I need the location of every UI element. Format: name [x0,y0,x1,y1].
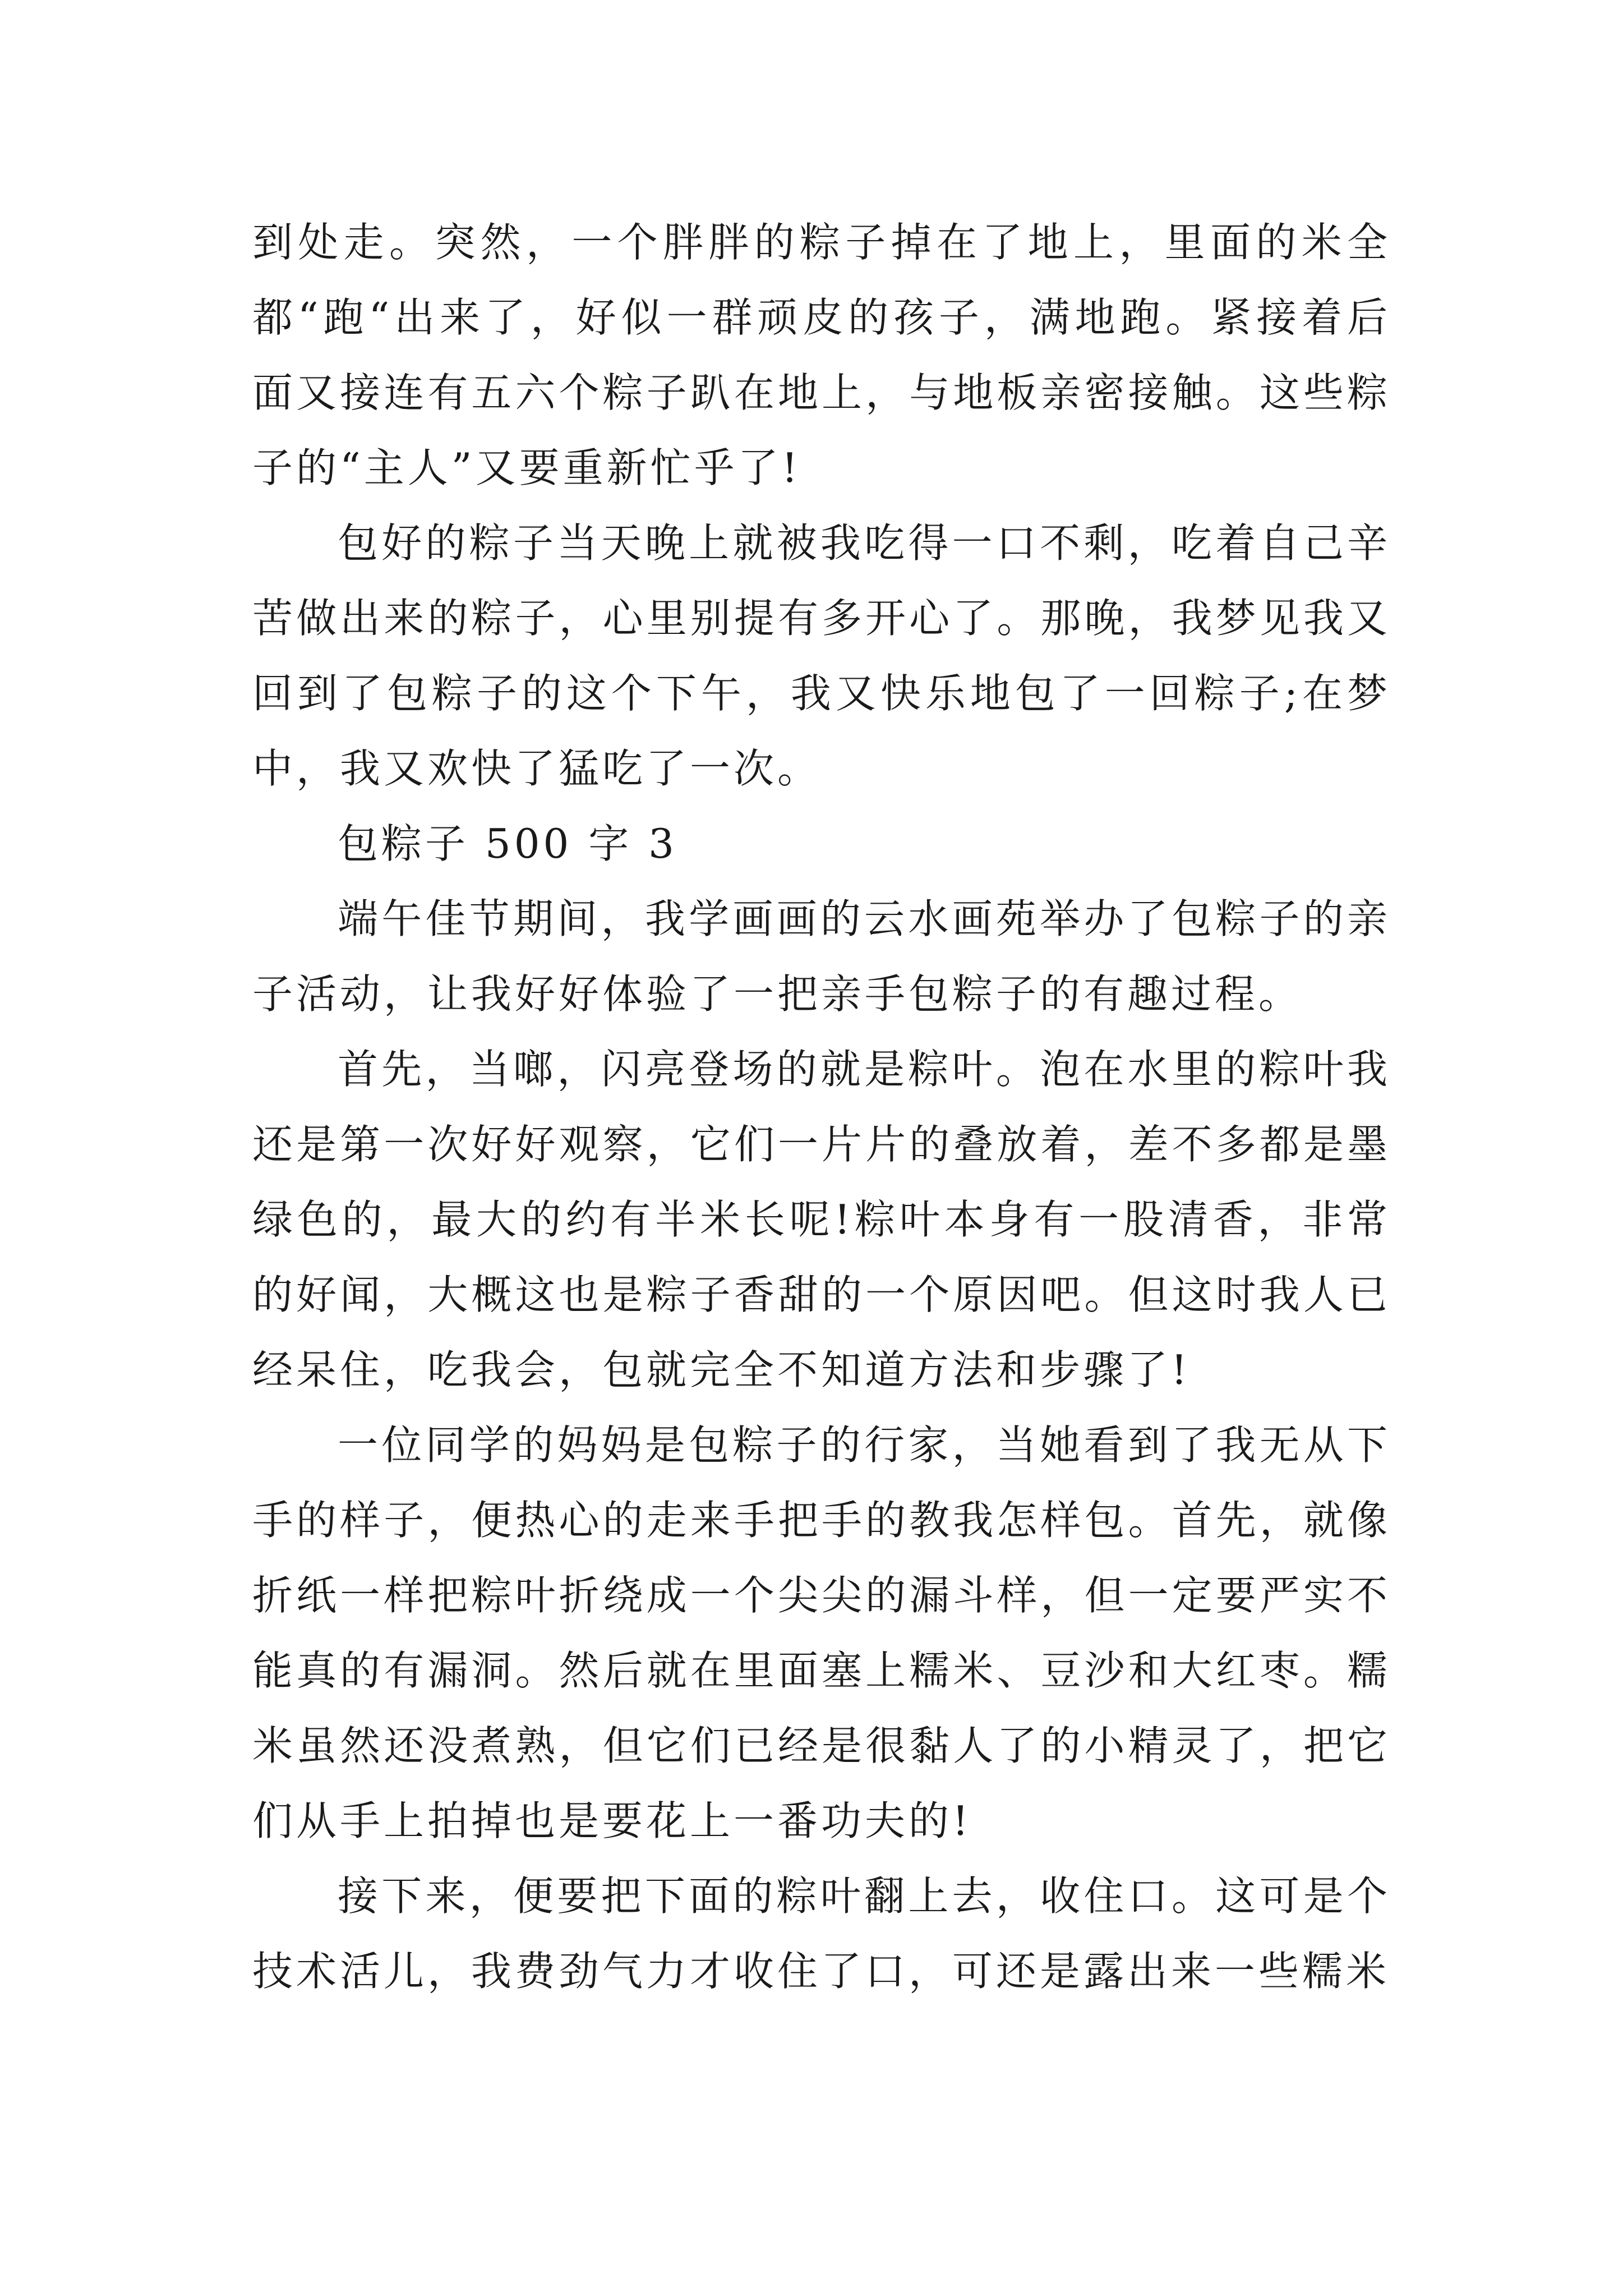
document-body [252,205,1391,2009]
paragraph-zongzi-leaves: 首先，当啷，闪亮登场的就是粽叶。泡在水里的粽叶我还是第一次好好观察，它们一片片的叠放着，差不多都是墨绿色的，最大的约有半米长呢!粽叶本身有一股清香，非常的好闻，大概这也是粽子香甜的一个原因吧。但这时我人已经呆住，吃我会，包就完全不知道方法和步骤了! [252,1046,1391,1393]
section-heading: 包粽子 500 字 3 [338,820,677,867]
paragraph-eating-zongzi: 包好的粽子当天晚上就被我吃得一口不剩，吃着自己辛苦做出来的粽子，心里别提有多开心了。那晚，我梦见我又回到了包粽子的这个下午，我又快乐地包了一回粽子;在梦中，我又欢快了猛吃了一次。 [252,519,1391,792]
paragraph-classmate-mother: 一位同学的妈妈是包粽子的行家，当她看到了我无从下手的样子，便热心的走来手把手的教我怎样包。首先，就像折纸一样把粽叶折绕成一个尖尖的漏斗样，但一定要严实不能真的有漏洞。然后就在里面塞上糯米、豆沙和大红枣。糯米虽然还没煮熟，但它们已经是很黏人了的小精灵了，把它们从手上拍掉也是要花上一番功夫的! [252,1421,1391,1844]
paragraph-dragon-boat-activity: 端午佳节期间，我学画画的云水画苑举办了包粽子的亲子活动，让我好好体验了一把亲手包粽子的有趣过程。 [252,895,1391,1018]
paragraph-next-step: 接下来，便要把下面的粽叶翻上去，收住口。这可是个技术活儿，我费劲气力才收住了口，可还是露出来一些糯米 [252,1872,1391,1995]
paragraph-continued: 到处走。突然，一个胖胖的粽子掉在了地上，里面的米全都“跑“出来了，好似一群顽皮的孩子，满地跑。紧接着后面又接连有五六个粽子趴在地上，与地板亲密接触。这些粽子的“主人”又要重新忙乎了! [252,219,1391,491]
